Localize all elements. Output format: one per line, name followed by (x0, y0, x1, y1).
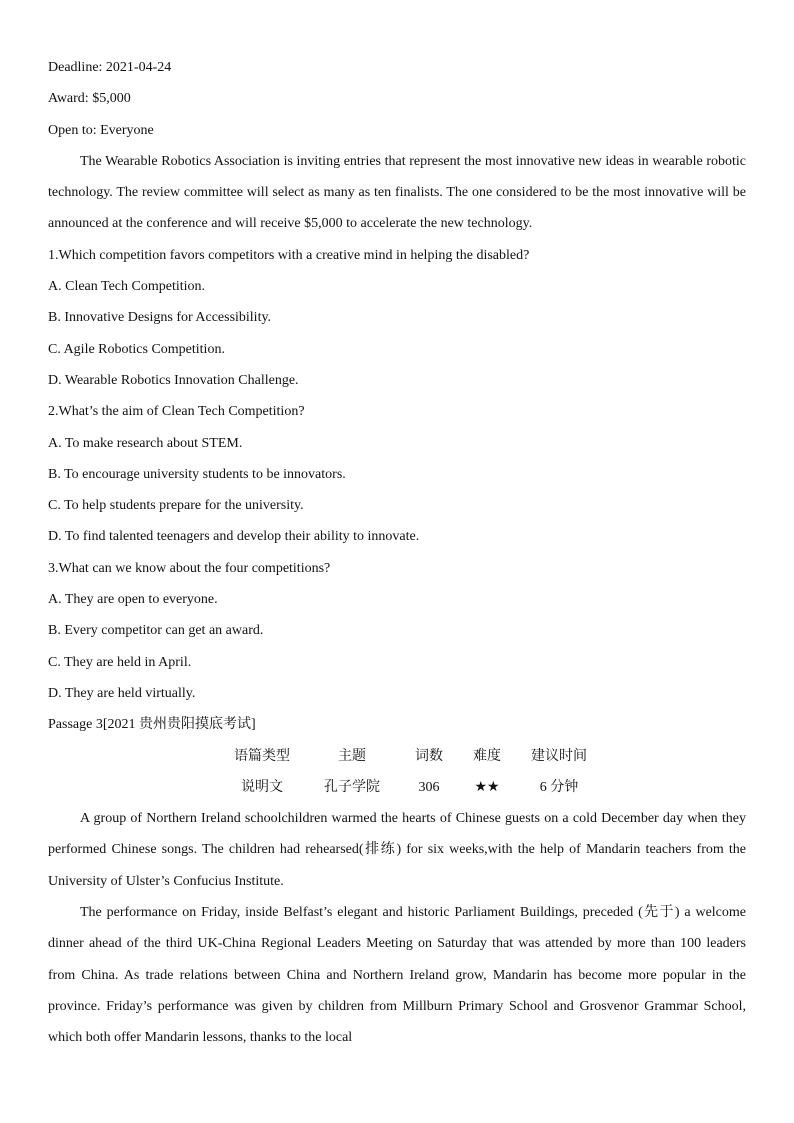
question-option: C. Agile Robotics Competition. (48, 341, 225, 357)
meta-header-suggested-time: 建议时间 (531, 748, 587, 764)
question-option: D. They are held virtually. (48, 685, 196, 701)
question-2 (48, 396, 746, 552)
question-option: A. They are open to everyone. (48, 592, 218, 608)
question-option: B. Every competitor can get an award. (48, 623, 264, 639)
question-option: C. To help students prepare for the university. (48, 498, 304, 514)
meta-value-genre: 说明文 (241, 779, 283, 795)
meta-header-genre: 语篇类型 (234, 748, 290, 764)
passage-paragraph: The performance on Friday, inside Belfast’s elegant and historic Parliament Buildings, preceded (先于) a welcome dinner ahead of the third UK-China Regional Leaders Meeting on Saturday that was attended by more than 100 leaders from China. As trade relations between China and Northern Ireland grow, Mandarin has become more popular in the province. Friday’s performance was given by children from Millburn Primary School and Grosvenor Grammar School, which both offer Mandarin lessons, thanks to the local (48, 905, 746, 1046)
passage-meta-table (220, 741, 608, 804)
meta-header-word-count: 词数 (415, 748, 443, 764)
question-option: B. Innovative Designs for Accessibility. (48, 310, 272, 326)
question-3 (48, 553, 746, 709)
meta-value-topic: 孔子学院 (324, 779, 380, 795)
award-line: Award: $5,000 (48, 91, 131, 107)
question-option: D. To find talented teenagers and develop their ability to innovate. (48, 529, 420, 545)
passage-paragraph: A group of Northern Ireland schoolchildren warmed the hearts of Chinese guests on a cold December day when they performed Chinese songs. The children had rehearsed(排练) for six weeks,with the help of Mandarin teachers from the University of Ulster’s Confucius Institute. (48, 811, 746, 889)
meta-value-difficulty: ★★ (474, 779, 500, 795)
deadline-line: Deadline: 2021-04-24 (48, 60, 172, 75)
intro-paragraph: The Wearable Robotics Association is inviting entries that represent the most innovative new ideas in wearable robotic technology. The review committee will select as many as ten finalists. The one considered to be the most innovative will be announced at the conference and will receive $5,000 to accelerate the new technology. (48, 153, 746, 232)
question-stem: 2.What’s the aim of Clean Tech Competition? (48, 404, 305, 420)
question-option: C. They are held in April. (48, 654, 192, 670)
question-option: A. Clean Tech Competition. (48, 279, 206, 295)
meta-header-topic: 主题 (338, 748, 366, 764)
meta-header-difficulty: 难度 (473, 748, 501, 764)
question-option: A. To make research about STEM. (48, 435, 243, 451)
question-option: B. To encourage university students to be innovators. (48, 466, 346, 482)
passage-title: Passage 3[2021 贵州贵阳摸底考试] (48, 717, 256, 733)
question-stem: 3.What can we know about the four competitions? (48, 560, 331, 576)
document-page (48, 52, 746, 1054)
open-to-line: Open to: Everyone (48, 122, 154, 138)
question-option: D. Wearable Robotics Innovation Challenge. (48, 372, 299, 388)
question-stem: 1.Which competition favors competitors with a creative mind in helping the disabled? (48, 247, 530, 263)
meta-value-suggested-time: 6 分钟 (539, 779, 579, 795)
question-1 (48, 240, 746, 396)
meta-value-word-count: 306 (418, 779, 440, 795)
